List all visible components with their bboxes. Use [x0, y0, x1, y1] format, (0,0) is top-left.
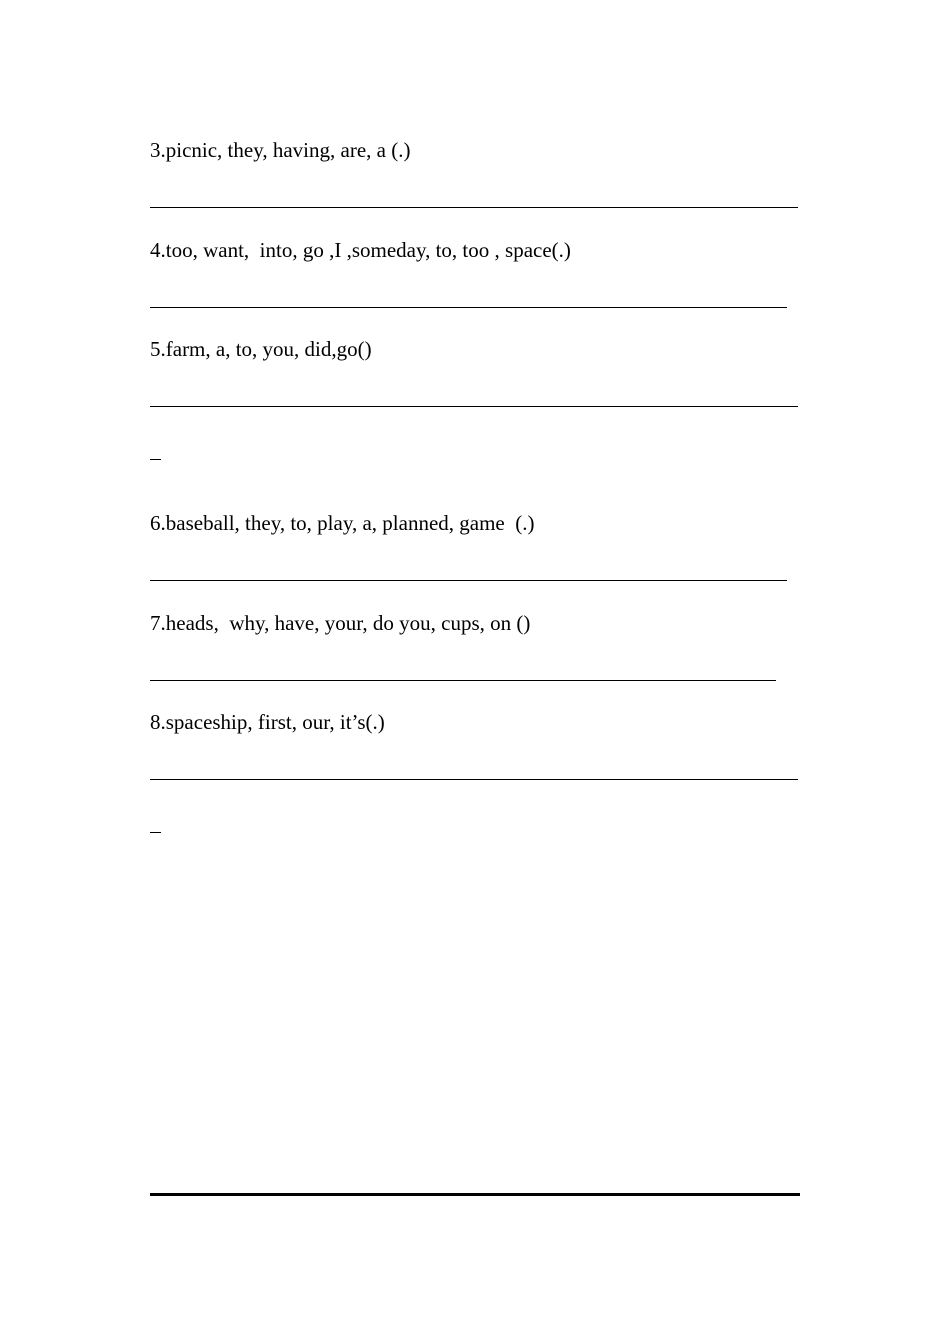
answer-line-6: [150, 580, 787, 581]
answer-line-8: [150, 779, 798, 780]
question-7: 7.heads, why, have, your, do you, cups, on (): [150, 611, 531, 635]
question-8: 8.spaceship, first, our, it’s(.): [150, 710, 385, 734]
question-5: 5.farm, a, to, you, did,go(): [150, 337, 372, 361]
footer-divider: [150, 1193, 800, 1196]
question-4: 4.too, want, into, go ,I ,someday, to, too , space(.): [150, 238, 571, 262]
answer-line-4: [150, 307, 787, 308]
answer-line-3: [150, 207, 798, 208]
answer-line-8-continuation: [150, 832, 161, 833]
answer-line-7: [150, 680, 776, 681]
answer-line-5-continuation: [150, 459, 161, 460]
question-3: 3.picnic, they, having, are, a (.): [150, 138, 411, 162]
answer-line-5: [150, 406, 798, 407]
question-6: 6.baseball, they, to, play, a, planned, game (.): [150, 511, 535, 535]
